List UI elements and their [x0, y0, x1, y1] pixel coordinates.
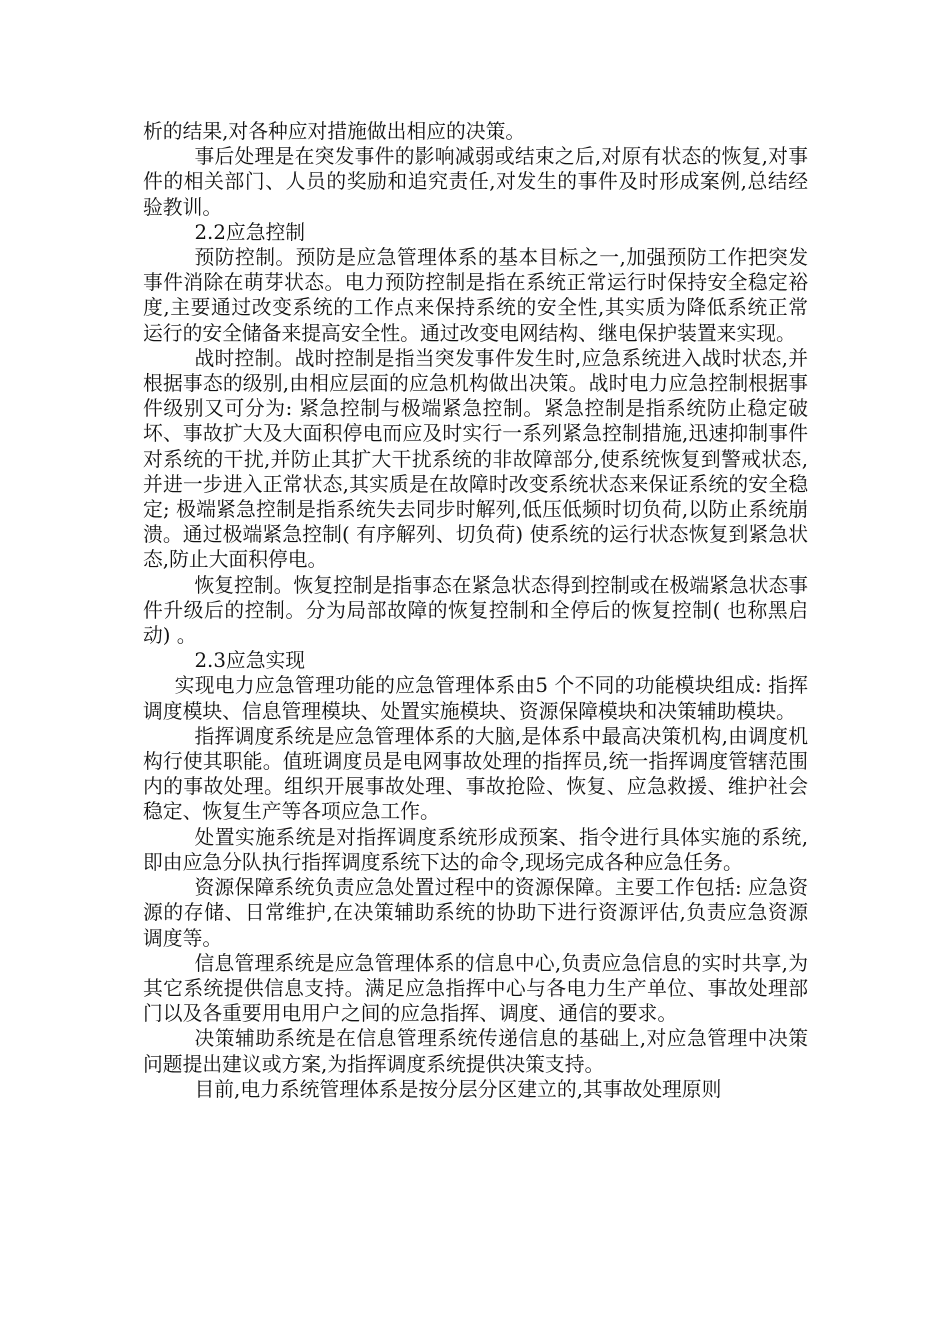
- section-heading-emergency-implementation: 2.3应急实现: [194, 649, 306, 673]
- paragraph-preventive-control: 预防控制。预防是应急管理体系的基本目标之一,加强预防工作把突发事件消除在萌芽状态。电力预防控制是指在系统正常运行时保持安全稳定裕度,主要通过改变系统的工作点来保持系统的安全性,其实质为降低系统正常运行的安全储备来提高安全性。通过改变电网结构、继电保护装置来实现。: [143, 246, 808, 345]
- paragraph-wartime-control: 战时控制。战时控制是指当突发事件发生时,应急系统进入战时状态,并根据事态的级别,由相应层面的应急机构做出决策。战时电力应急控制根据事件级别又可分为: 紧急控制与极端紧急控制。紧急控制是指系统防止稳定破坏、事故扩大及大面积停电而应及时实行一系列紧急控制措施,迅速抑制事件对系统的干扰,并防止其扩大干扰系统的非故障部分,使系统恢复到警戒状态,并进一步进入正常状态,其实质是在故障时改变系统状态来保证系统的安全稳定; 极端紧急控制是指系统失去同步时解列,低压低频时切负荷,以防止系统崩溃。通过极端紧急控制( 有序解列、切负荷) 使系统的运行状态恢复到紧急状态,防止大面积停电。: [143, 346, 808, 572]
- paragraph-modules-overview: 实现电力应急管理功能的应急管理体系由5 个不同的功能模块组成: 指挥调度模块、信息管理模块、处置实施模块、资源保障模块和决策辅助模块。: [143, 674, 808, 723]
- paragraph-recovery-control: 恢复控制。恢复控制是指事态在紧急状态得到控制或在极端紧急状态事件升级后的控制。分为局部故障的恢复控制和全停后的恢复控制( 也称黑启动) 。: [143, 573, 808, 648]
- paragraph-aftermath: 事后处理是在突发事件的影响减弱或结束之后,对原有状态的恢复,对事件的相关部门、人员的奖励和追究责任,对发生的事件及时形成案例,总结经验教训。: [143, 145, 808, 219]
- paragraph-continuation: 析的结果,对各种应对措施做出相应的决策。: [143, 120, 526, 143]
- paragraph-disposal-implementation: 处置实施系统是对指挥调度系统形成预案、指令进行具体实施的系统,即由应急分队执行指挥调度系统下达的命令,现场完成各种应急任务。: [143, 825, 808, 874]
- document-page: [143, 119, 808, 1102]
- paragraph-command-dispatch: 指挥调度系统是应急管理体系的大脑,是体系中最高决策机构,由调度机构行使其职能。值班调度员是电网事故处理的指挥员,统一指挥调度管辖范围内的事故处理。组织开展事故处理、事故抢险、恢复、应急救援、维护社会稳定、恢复生产等各项应急工作。: [143, 724, 808, 824]
- paragraph-current-system: 目前,电力系统管理体系是按分层分区建立的,其事故处理原则: [194, 1077, 722, 1101]
- paragraph-decision-support: 决策辅助系统是在信息管理系统传递信息的基础上,对应急管理中决策问题提出建议或方案,为指挥调度系统提供决策支持。: [143, 1027, 808, 1076]
- paragraph-resource-support: 资源保障系统负责应急处置过程中的资源保障。主要工作包括: 应急资源的存储、日常维护,在决策辅助系统的协助下进行资源评估,负责应急资源调度等。: [143, 876, 808, 950]
- section-heading-emergency-control: 2.2应急控制: [194, 220, 306, 244]
- paragraph-information-management: 信息管理系统是应急管理体系的信息中心,负责应急信息的实时共享,为其它系统提供信息支持。满足应急指挥中心与各电力生产单位、事故处理部门以及各重要用电用户之间的应急指挥、调度、通信的要求。: [143, 951, 808, 1026]
